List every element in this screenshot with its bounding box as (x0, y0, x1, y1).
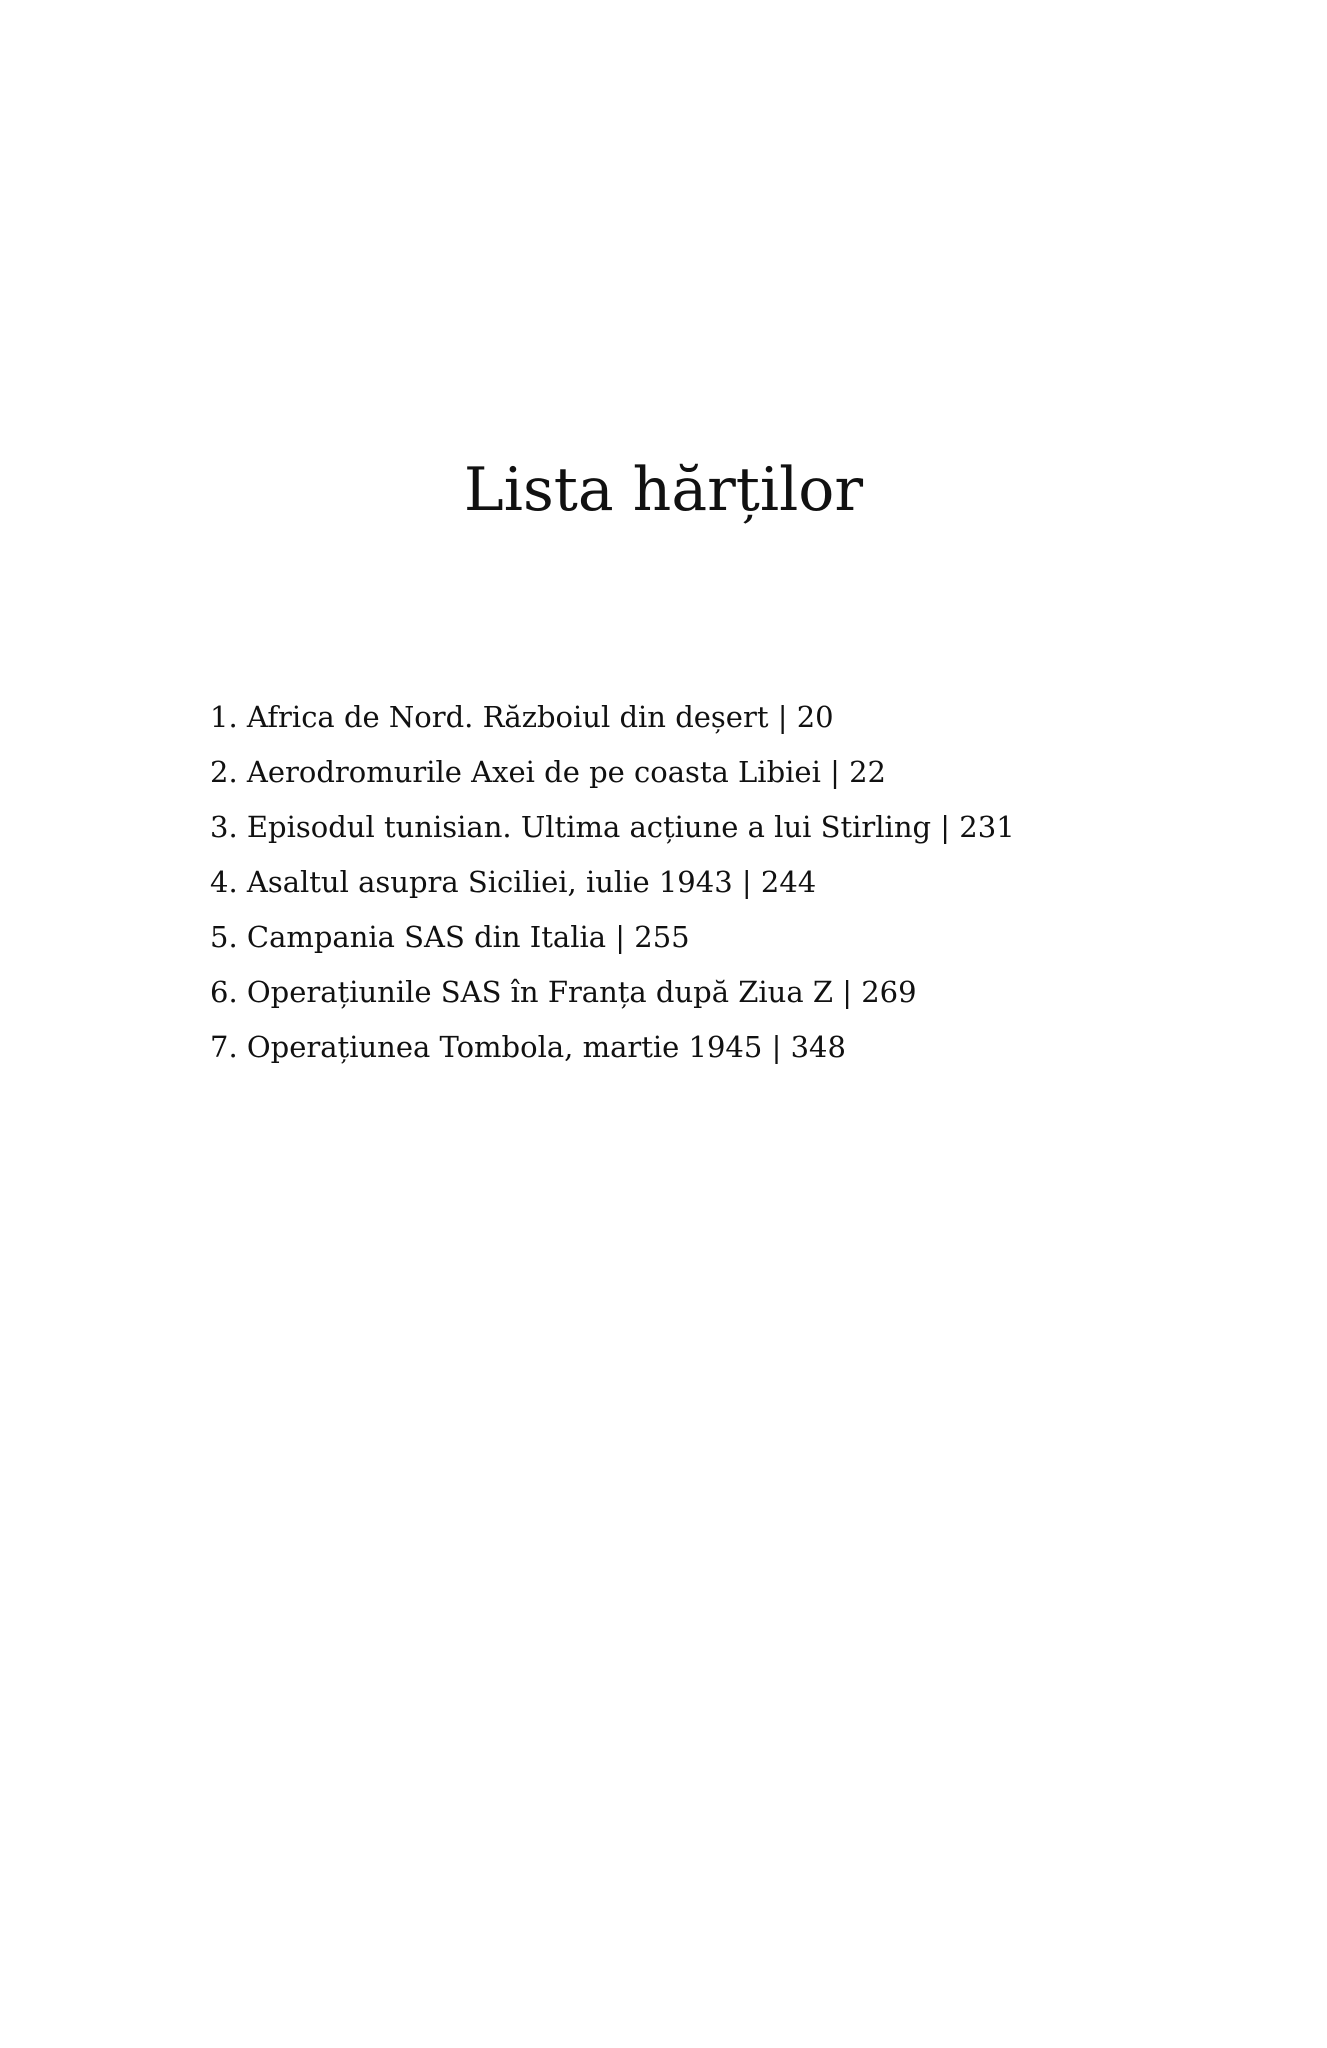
item-separator: | (842, 975, 853, 1009)
list-item (210, 1020, 1015, 1075)
item-title: Episodul tunisian. Ultima acțiune a lui Stirling (246, 810, 932, 844)
item-number: 3. (210, 810, 238, 844)
list-item (210, 745, 1015, 800)
item-separator: | (830, 755, 840, 789)
item-number: 2. (210, 755, 238, 789)
item-title: Operațiunile SAS în Franța după Ziua Z (246, 975, 834, 1009)
item-number: 4. (210, 865, 238, 899)
item-title: Africa de Nord. Războiul din deșert (246, 700, 769, 734)
item-number: 1. (210, 700, 238, 734)
item-page-number: 231 (959, 810, 1015, 844)
item-page-number: 269 (861, 975, 917, 1009)
item-title: Aerodromurile Axei de pe coasta Libiei (246, 755, 821, 789)
item-separator: | (940, 810, 951, 844)
item-page-number: 22 (849, 755, 886, 789)
item-title: Campania SAS din Italia (246, 920, 607, 954)
item-number: 6. (210, 975, 238, 1009)
item-title: Asaltul asupra Siciliei, iulie 1943 (246, 865, 733, 899)
item-page-number: 244 (760, 865, 817, 899)
item-separator: | (777, 700, 788, 734)
item-page-number: 255 (634, 920, 690, 954)
item-number: 5. (210, 920, 238, 954)
list-item (210, 800, 1015, 855)
item-separator: | (741, 865, 752, 899)
item-separator: | (771, 1030, 782, 1064)
page-title: Lista hărților (463, 455, 864, 525)
map-list (210, 690, 1015, 1075)
item-number: 7. (210, 1030, 238, 1064)
item-title: Operațiunea Tombola, martie 1945 (246, 1030, 763, 1064)
item-page-number: 348 (790, 1030, 846, 1064)
list-item (210, 910, 1015, 965)
item-separator: | (615, 920, 626, 954)
list-item (210, 690, 1015, 745)
list-item (210, 965, 1015, 1020)
item-page-number: 20 (796, 700, 834, 734)
list-item (210, 855, 1015, 910)
